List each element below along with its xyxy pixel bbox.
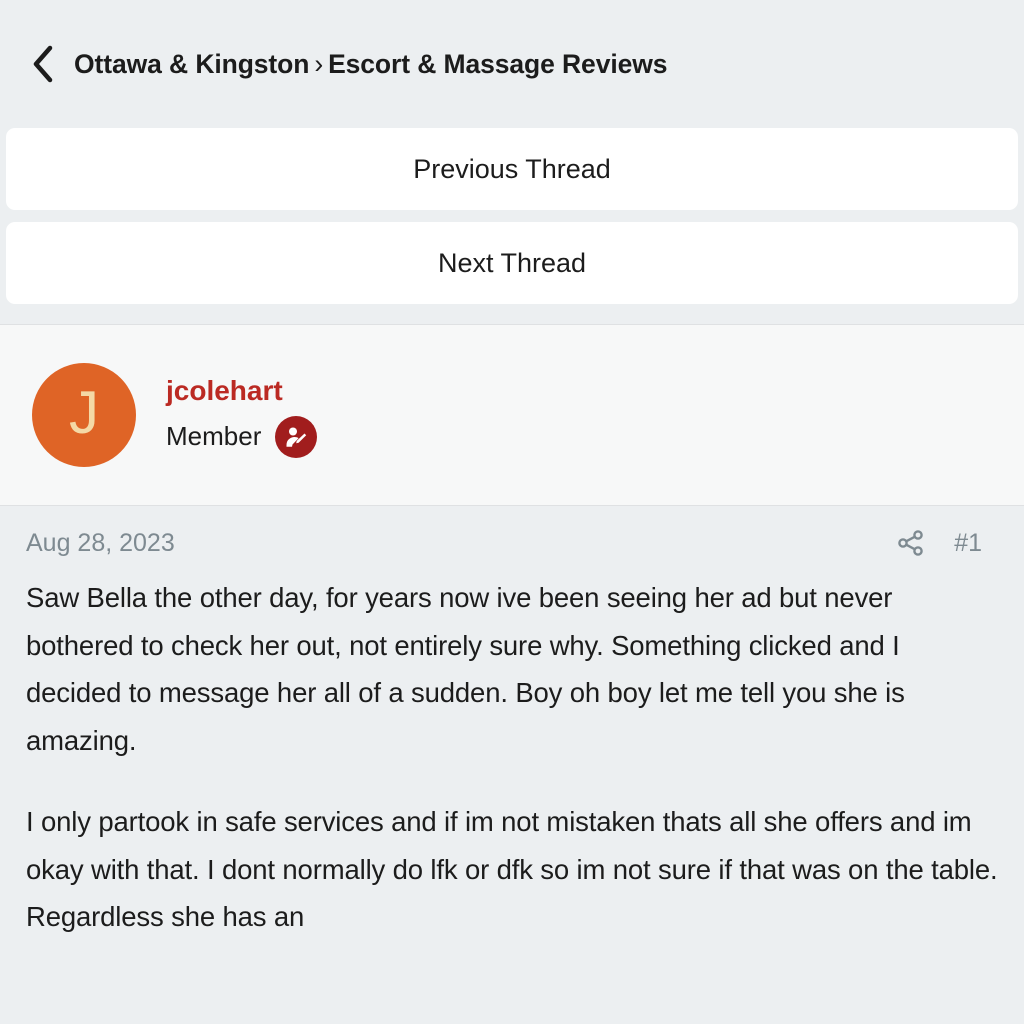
chevron-left-icon[interactable] — [26, 44, 60, 84]
avatar-initial: J — [69, 379, 99, 446]
post-date[interactable]: Aug 28, 2023 — [26, 528, 175, 557]
avatar[interactable] — [32, 363, 136, 467]
previous-thread-button[interactable]: Previous Thread — [6, 128, 1018, 210]
author-title: Member — [166, 421, 262, 451]
next-thread-button[interactable]: Next Thread — [6, 222, 1018, 304]
author-username[interactable]: jcolehart — [166, 374, 283, 406]
share-icon[interactable] — [896, 528, 926, 558]
breadcrumb-text — [74, 49, 667, 80]
breadcrumb-current[interactable]: Escort & Massage Reviews — [328, 48, 668, 79]
post-meta-actions — [896, 528, 998, 558]
user-edit-icon[interactable] — [275, 416, 317, 458]
post-body — [0, 566, 1024, 941]
author-title-row — [166, 416, 317, 458]
author-meta — [166, 373, 317, 458]
post-author-block — [0, 324, 1024, 506]
post-number[interactable]: #1 — [954, 528, 982, 557]
post-meta — [0, 506, 1024, 566]
post-paragraph: I only partook in safe services and if im not mistaken thats all she offers and im okay with that. I dont normally do lfk or dfk so im not sure if that was on the table. Regardless she has an — [26, 806, 998, 933]
breadcrumb — [0, 0, 1024, 128]
breadcrumb-parent[interactable]: Ottawa & Kingston — [74, 48, 310, 79]
breadcrumb-separator: › — [314, 48, 324, 79]
thread-navigation — [0, 128, 1024, 316]
post-paragraph: Saw Bella the other day, for years now ive been seeing her ad but never bothered to check her out, not entirely sure why. Something clicked and I decided to message her all of a sudden. Boy oh boy let me tell you she is amazing. — [26, 582, 905, 756]
